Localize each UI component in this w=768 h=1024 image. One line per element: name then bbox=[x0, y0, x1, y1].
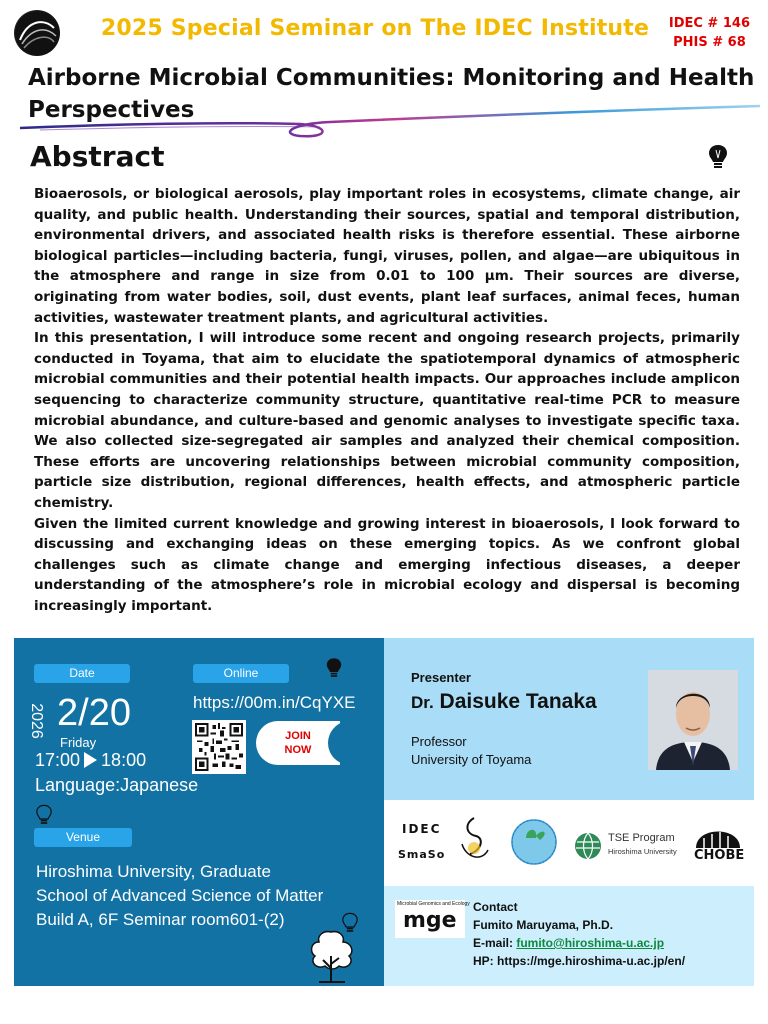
abstract-heading: Abstract bbox=[30, 140, 165, 173]
online-url-link[interactable]: https://00m.in/CqYXE bbox=[193, 693, 356, 712]
idec-logo bbox=[14, 10, 60, 56]
phds-logo bbox=[454, 814, 494, 866]
contact-block bbox=[473, 898, 685, 970]
contact-email-link[interactable]: fumito@hiroshima-u.ac.jp bbox=[516, 936, 665, 950]
partner-logos bbox=[394, 812, 750, 872]
contact-name: Fumito Maruyama, Ph.D. bbox=[473, 918, 614, 932]
contact-homepage-link[interactable]: HP: https://mge.hiroshima-u.ac.jp/en/ bbox=[473, 954, 686, 968]
idec-number: IDEC # 146 bbox=[668, 16, 750, 31]
time-start: 17:00 bbox=[35, 750, 81, 770]
contact-email-line: E-mail: fumito@hiroshima-u.ac.jp bbox=[473, 936, 665, 950]
presenter-name bbox=[411, 690, 597, 714]
abstract-paragraph-2: In this presentation, I will introduce some recent and ongoing research projects, primarily conducted in Toyama, that aim to elucidate the spatiotemporal dynamics of atmospheric microbial communities and their potential health impacts. Our approaches include amplicon sequencing to characterize community structure, quantitative real-time PCR to measure microbial abundance, and culture-based and genomic analyses to investigate specific taxa. We also collected size-segregated air samples and analyzed their chemical composition. These efforts are uncovering relationships between microbial community composition, particle size distribution, regional differences, health effects, and atmospheric particle chemistry. bbox=[34, 330, 740, 511]
lightbulb-icon bbox=[36, 804, 52, 826]
tree-icon bbox=[305, 926, 357, 984]
time-end: 18:00 bbox=[101, 750, 147, 770]
qr-code[interactable] bbox=[192, 720, 246, 774]
idec-text-logo: IDEC bbox=[402, 822, 442, 836]
talk-title: Airborne Microbial Communities: Monitoring and Health Perspectives bbox=[28, 65, 755, 123]
tse-program-logo: TSE Program Hiroshima University bbox=[572, 830, 682, 862]
presenter-role bbox=[411, 733, 531, 769]
abstract-paragraph-1: Bioaerosols, or biological aerosols, play important roles in ecosystems, climate change, air quality, and public health. Understanding their sources, spatial and temporal distribution, environmental drivers, and associated health risks is therefore essential. These airborne biological particles—including bacteria, fungi, viruses, pollen, and algae—are ubiquitous in the atmosphere and range in size from 0.01 to 100 µm. Their sources are diverse, originating from water bodies, soil, dust events, plant leaf surfaces, animal feces, human activities, wastewater treatment plants, and agricultural activities. bbox=[34, 186, 740, 326]
presenter-affiliation: University of Toyama bbox=[411, 752, 532, 767]
play-arrow-icon bbox=[84, 752, 97, 768]
smaso-logo: SmaSo bbox=[398, 848, 446, 861]
presenter-fullname: Daisuke Tanaka bbox=[439, 690, 597, 713]
date-tag: Date bbox=[34, 664, 130, 683]
seminar-title: 2025 Special Seminar on The IDEC Institute bbox=[100, 16, 650, 41]
presenter-title: Professor bbox=[411, 734, 467, 749]
venue-text: Hiroshima University, Graduate School of Advanced Science of Matter Build A, 6F Seminar room601-(2) bbox=[36, 862, 324, 929]
abstract-paragraph-3: Given the limited current knowledge and growing interest in bioaerosols, I look forward to discussing and exchanging ideas on these emerging topics. As we confront global challenges such as climate change and emerging infectious diseases, a deeper understanding of the atmosphere’s role in microbial ecology and dispersal is becoming increasingly important. bbox=[34, 515, 740, 614]
presenter-prefix: Dr. bbox=[411, 693, 434, 712]
event-day: 2/20 bbox=[57, 692, 131, 734]
presenter-label: Presenter bbox=[411, 670, 471, 685]
mge-logo: Microbial Genomics and Ecology mge bbox=[395, 900, 465, 938]
scnc-logo bbox=[506, 818, 562, 866]
phis-number: PHIS # 68 bbox=[673, 35, 746, 50]
event-language: Language:Japanese bbox=[35, 775, 199, 795]
lightbulb-icon bbox=[326, 657, 342, 679]
lightbulb-icon bbox=[708, 144, 728, 170]
contact-heading: Contact bbox=[473, 900, 518, 914]
event-year: 2026 bbox=[27, 703, 45, 739]
chobe-logo: CHOBE bbox=[690, 818, 746, 866]
event-time bbox=[35, 750, 146, 771]
event-weekday: Friday bbox=[60, 735, 97, 750]
venue-tag: Venue bbox=[34, 828, 132, 847]
online-tag: Online bbox=[193, 664, 289, 683]
join-now-button[interactable]: JOIN NOW bbox=[256, 721, 340, 765]
tse-globe-icon bbox=[572, 830, 604, 862]
presenter-photo bbox=[648, 670, 738, 770]
abstract-body bbox=[34, 184, 740, 616]
chobe-dome-icon bbox=[690, 818, 746, 850]
seminar-numbers bbox=[669, 14, 750, 52]
